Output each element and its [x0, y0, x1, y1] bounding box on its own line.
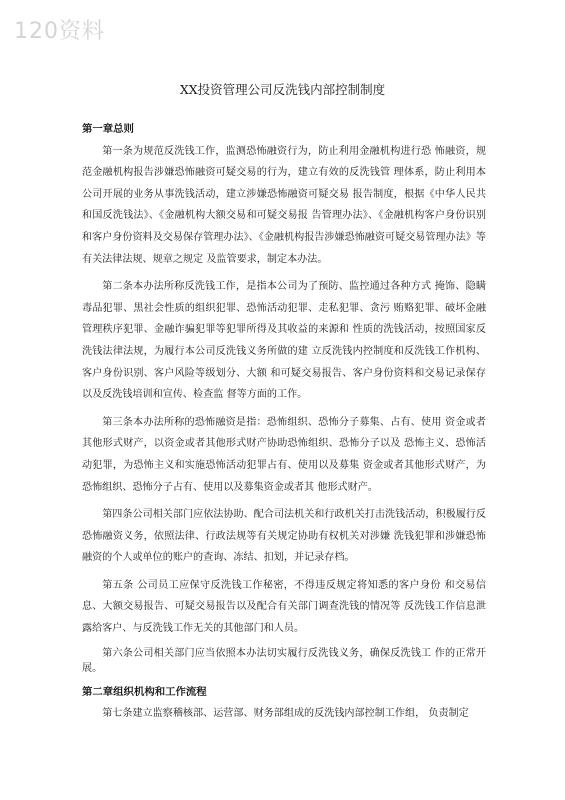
- document-body: [82, 119, 486, 731]
- watermark: 120资料: [14, 19, 105, 44]
- chapter-heading-2: 第二章组织机构和工作流程: [82, 685, 207, 698]
- paragraph-article-5: 第五条 公司员工应保守反洗钱工作秘密，不得违反规定将知悉的客户身份 和交易信息、大额交易报告、可疑交易报告以及配合有关部门调查洗钱的情况等 反洗钱工作信息泄露给客户、与反洗钱工作无关的其他部门和人员。: [82, 579, 486, 635]
- document-title: XX投资管理公司反洗钱内部控制制度: [179, 82, 386, 97]
- paragraph-article-7: 第七条建立监察稽核部、运营部、财务部组成的反洗钱内部控制工作组， 负责制定: [102, 708, 469, 720]
- paragraph-article-4: 第四条公司相关部门应依法协助、配合司法机关和行政机关打击洗钱活动，积极履行反恐怖融资义务，依照法律、行政法规等有关规定协助有权机关对涉嫌 洗钱犯罪和涉嫌恐怖融资的个人或单位的账户的查询、冻结、扣划，并记录存档。: [82, 509, 486, 564]
- paragraph-article-2: 第二条本办法所称反洗钱工作，是指本公司为了预防、监控通过各种方式 掩饰、隐瞒毒品犯罪、黑社会性质的组织犯罪、恐怖活动犯罪、走私犯罪、贪污 贿赂犯罪、破坏金融管理秩序犯罪、金融诈骗犯罪等犯罪所得及其收益的来源和 性质的洗钱活动，按照国家反洗钱法律法规，为履行本公司反洗钱义务所做的建 立反洗钱内控制度和反洗钱工作机构、客户身份识别、客户风险等级划分、大额 和可疑交易报告、客户身份资料和交易记录保存以及反洗钱培训和宣传、检查监 督等方面的工作。: [82, 281, 486, 401]
- paragraph-article-1: 第一条为规范反洗钱工作，监测恐怖融资行为，防止利用金融机构进行恐 怖融资，规范金融机构报告涉嫌恐怖融资可疑交易的行为，建立有效的反洗钱管 理体系，防止利用本公司开展的业务从事洗钱活动，建立涉嫌恐怖融资可疑交易 报告制度，根据《中华人民共和国反洗钱法》、《金融机构大额交易和可疑交易报 告管理办法》、《金融机构客户身份识别和客户身份资料及交易保存管理办法》、《金融机构报告涉嫌恐怖融资可疑交易管理办法》等有关法律法规、规章之规定 及监管要求，制定本办法。: [82, 145, 486, 265]
- paragraph-article-3: 第三条本办法所称的恐怖融资是指：恐怖组织、恐怖分子募集、占有、使用 资金或者其他形式财产，以资金或者其他形式财产协助恐怖组织、恐怖分子以及 恐怖主义、恐怖活动犯罪，为恐怖主义和实施恐怖活动犯罪占有、使用以及募集 资金或者其他形式财产，为恐怖组织、恐怖分子占有、使用以及募集资金或者其 他形式财产。: [82, 416, 486, 493]
- paragraph-article-6: 第六条公司相关部门应当依照本办法切实履行反洗钱义务，确保反洗钱工 作的正常开展。: [82, 647, 486, 674]
- chapter-heading-1: 第一章总则: [82, 123, 134, 135]
